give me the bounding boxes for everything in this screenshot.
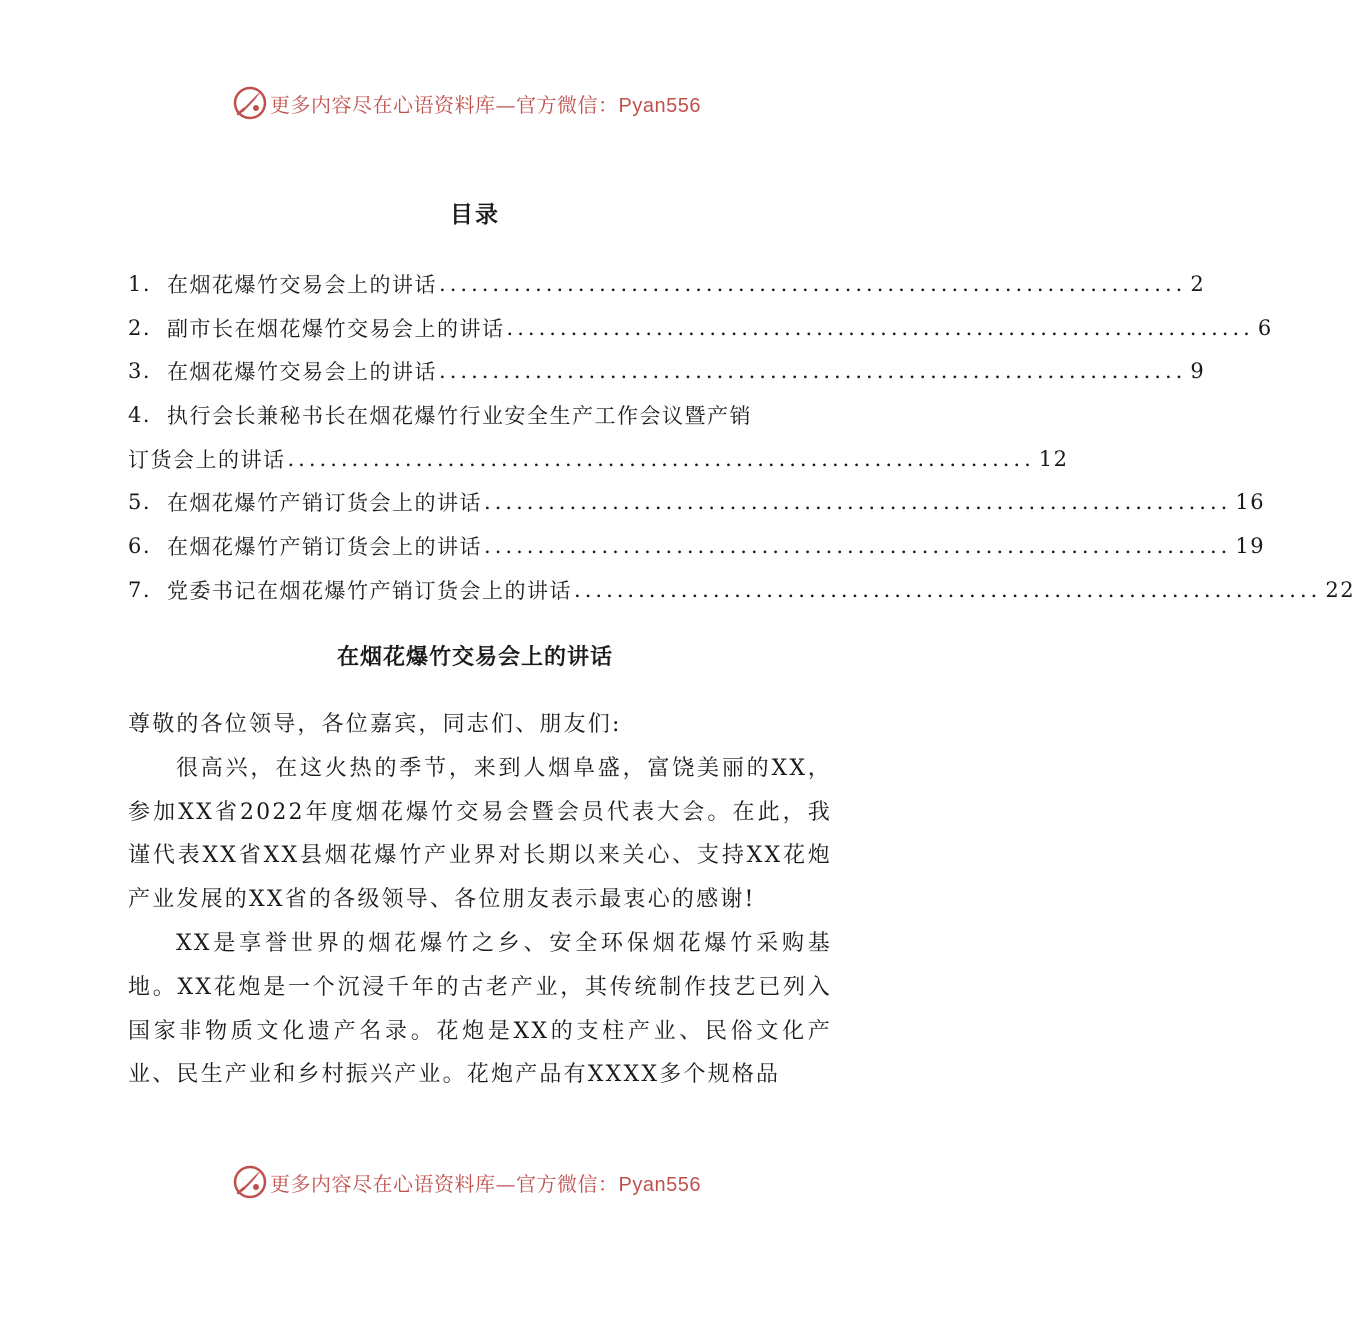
dot-leader: ...................................................................... (484, 533, 1232, 558)
toc-page-number: 6 (1257, 315, 1273, 340)
dot-leader: ...................................................................... (439, 359, 1187, 384)
header-watermark (232, 83, 701, 123)
salutation: 尊敬的各位领导，各位嘉宾，同志们、朋友们: (128, 712, 622, 737)
quill-logo-icon (232, 1164, 268, 1200)
toc-entry[interactable]: 4. 执行会长兼秘书长在烟花爆竹行业安全生产工作会议暨产销 (128, 393, 832, 437)
toc-entry[interactable]: 2. 副市长在烟花爆竹交易会上的讲话 ...................................................................... 6 (128, 306, 832, 350)
table-of-contents (128, 262, 1355, 612)
watermark-text: 更多内容尽在心语资料库—官方微信：Pyan556 (270, 1171, 701, 1196)
speech-title: 在烟花爆竹交易会上的讲话 (336, 644, 613, 670)
dot-leader: ...................................................................... (506, 315, 1254, 340)
toc-page-number: 2 (1190, 271, 1206, 296)
toc-entry-title: 执行会长兼秘书长在烟花爆竹行业安全生产工作会议暨产销 (167, 403, 753, 428)
toc-page-number: 16 (1235, 490, 1266, 515)
paragraph: XX是享誉世界的烟花爆竹之乡、安全环保烟花爆竹采购基地。XX花炮是一个沉浸千年的古老产业，其传统制作技艺已列入国家非物质文化遗产名录。花炮是XX的支柱产业、民俗文化产业、民生产业和乡村振兴产业。花炮产品有XXXX多个规格品 (128, 930, 832, 1088)
quill-logo-icon (232, 85, 268, 121)
toc-entry-title: 订货会上的讲话 (128, 447, 286, 472)
toc-entry[interactable]: 6. 在烟花爆竹产销订货会上的讲话 ...................................................................... 19 (128, 524, 832, 568)
footer-watermark (232, 1162, 701, 1202)
speech-body (128, 703, 832, 1097)
toc-page-number: 19 (1235, 533, 1266, 558)
dot-leader: ...................................................................... (287, 446, 1035, 471)
toc-entry-title: 副市长在烟花爆竹交易会上的讲话 (167, 316, 505, 341)
toc-page-number: 12 (1038, 446, 1069, 471)
toc-entry-title: 在烟花爆竹交易会上的讲话 (167, 360, 438, 385)
toc-entry[interactable]: 3. 在烟花爆竹交易会上的讲话 ...................................................................... 9 (128, 349, 832, 393)
toc-entry-title: 在烟花爆竹产销订货会上的讲话 (167, 534, 483, 559)
toc-entry[interactable]: 1. 在烟花爆竹交易会上的讲话 ...................................................................... 2 (128, 262, 832, 306)
toc-title: 目录 (450, 201, 500, 228)
toc-entry-continuation[interactable] (128, 437, 1069, 481)
dot-leader: ...................................................................... (574, 577, 1322, 602)
paragraph: 很高兴，在这火热的季节，来到人烟阜盛，富饶美丽的XX，参加XX省2022年度烟花爆竹交易会暨会员代表大会。在此，我谨代表XX省XX县烟花爆竹产业界对长期以来关心、支持XX花炮产业发展的XX省的各级领导、各位朋友表示最衷心的感谢! (128, 755, 832, 913)
dot-leader: ...................................................................... (484, 490, 1232, 515)
watermark-text: 更多内容尽在心语资料库—官方微信：Pyan556 (270, 92, 701, 117)
toc-entry[interactable]: 5. 在烟花爆竹产销订货会上的讲话 ...................................................................... 16 (128, 480, 832, 524)
toc-page-number: 9 (1190, 359, 1206, 384)
toc-entry-title: 在烟花爆竹产销订货会上的讲话 (167, 491, 483, 516)
toc-entry-title: 在烟花爆竹交易会上的讲话 (167, 272, 438, 297)
toc-entry-title: 党委书记在烟花爆竹产销订货会上的讲话 (167, 578, 573, 603)
toc-entry[interactable]: 7. 党委书记在烟花爆竹产销订货会上的讲话 ...................................................................... 22 (128, 568, 832, 612)
dot-leader: ...................................................................... (439, 271, 1187, 296)
toc-page-number: 22 (1325, 577, 1355, 602)
